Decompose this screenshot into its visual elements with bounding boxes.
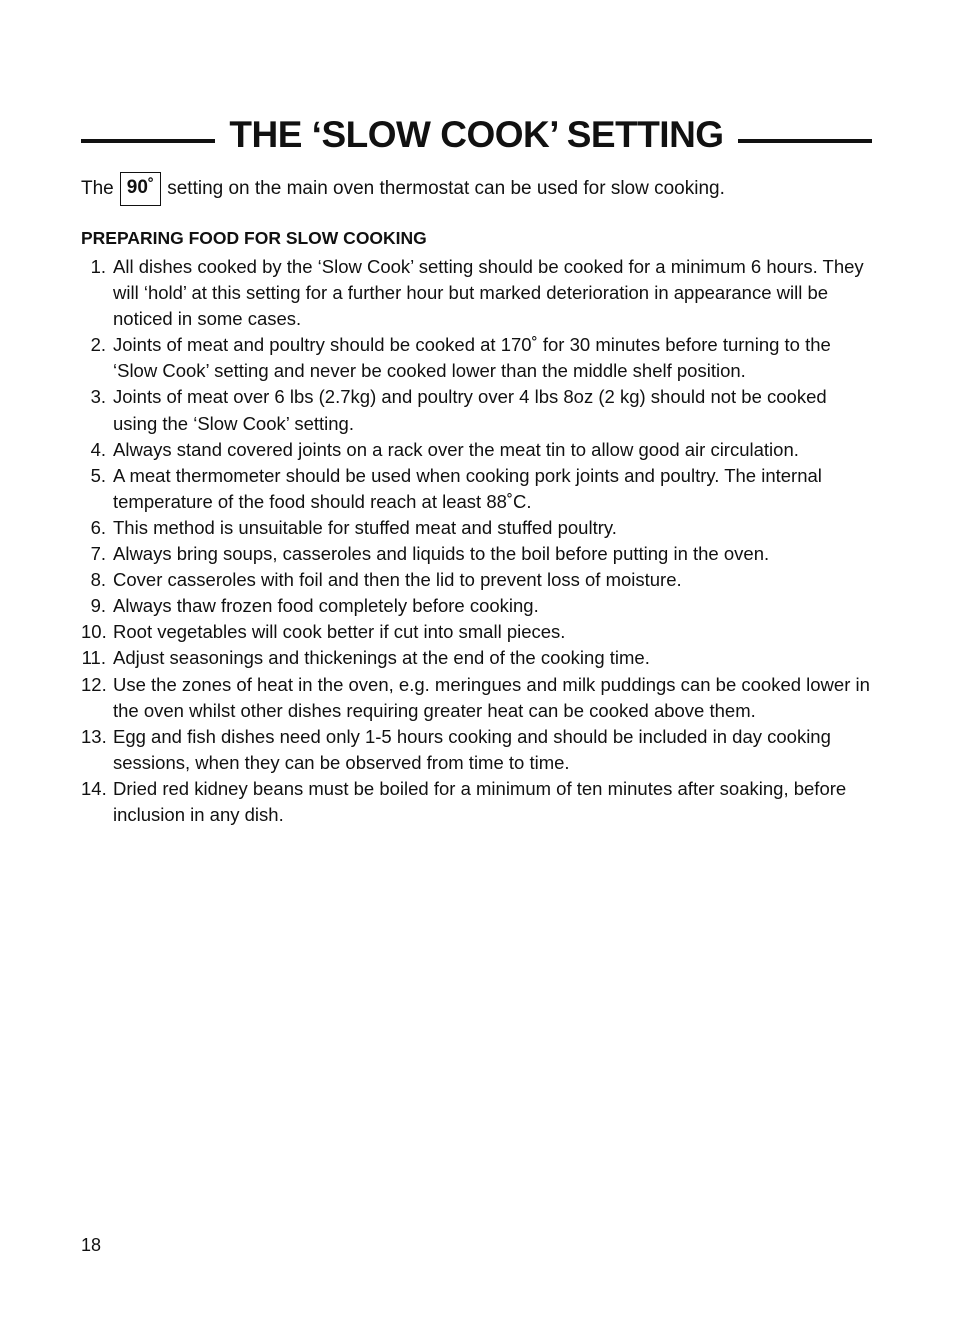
list-item — [81, 567, 871, 593]
step-text: This method is unsuitable for stuffed meat and stuffed poultry. — [113, 516, 617, 538]
step-text: All dishes cooked by the ‘Slow Cook’ setting should be cooked for a minimum 6 hours. They will ‘hold’ at this setting for a further hour but marked deterioration in appearance will be noticed in some cases. — [113, 256, 864, 330]
step-number: 6. — [90, 516, 106, 538]
step-number: 4. — [90, 438, 106, 460]
list-item — [81, 515, 871, 541]
step-text: Joints of meat over 6 lbs (2.7kg) and poultry over 4 lbs 8oz (2 kg) should not be cooked using the ‘Slow Cook’ setting. — [113, 386, 827, 434]
step-text: Root vegetables will cook better if cut into small pieces. — [113, 621, 566, 643]
list-item — [81, 619, 871, 645]
list-item — [81, 332, 871, 384]
step-number: 9. — [90, 595, 106, 617]
step-text: Always stand covered joints on a rack over the meat tin to allow good air circulation. — [113, 438, 799, 460]
page-number: 18 — [81, 1235, 102, 1255]
step-number: 7. — [90, 543, 106, 565]
list-item — [81, 463, 871, 515]
step-text: Adjust seasonings and thickenings at the end of the cooking time. — [113, 647, 650, 669]
list-item — [81, 776, 871, 828]
title-rule-left — [81, 139, 215, 143]
title-rule-right — [738, 139, 872, 143]
step-number: 3. — [90, 386, 106, 408]
step-number: 12. — [81, 673, 107, 695]
list-item — [81, 645, 871, 671]
list-item — [81, 384, 871, 436]
step-number: 14. — [81, 777, 107, 799]
intro-before: The — [81, 178, 114, 200]
step-text: Dried red kidney beans must be boiled for a minimum of ten minutes after soaking, before inclusion in any dish. — [113, 777, 847, 825]
step-text: A meat thermometer should be used when cooking pork joints and poultry. The internal temperature of the food should reach at least 88˚C. — [113, 464, 822, 512]
step-text: Cover casseroles with foil and then the lid to prevent loss of moisture. — [113, 569, 682, 591]
list-item — [81, 541, 871, 567]
step-text: Always bring soups, casseroles and liquids to the boil before putting in the oven. — [113, 543, 770, 565]
steps-list — [81, 254, 871, 828]
step-text: Egg and fish dishes need only 1-5 hours cooking and should be included in day cooking sessions, when they can be observed from time to time. — [113, 725, 831, 773]
step-text: Use the zones of heat in the oven, e.g. meringues and milk puddings can be cooked lower in the oven whilst other dishes requiring greater heat can be cooked above them. — [113, 673, 870, 721]
list-item — [81, 254, 871, 332]
list-item — [81, 437, 871, 463]
step-number: 1. — [90, 256, 106, 277]
step-text: Always thaw frozen food completely before cooking. — [113, 595, 539, 617]
step-number: 8. — [90, 569, 106, 591]
title-row — [81, 110, 872, 160]
list-item — [81, 724, 871, 776]
step-number: 13. — [81, 725, 107, 747]
page-title: THE ‘SLOW COOK’ SETTING — [229, 114, 724, 155]
step-number: 11. — [81, 647, 106, 669]
list-item — [81, 593, 871, 619]
section-heading: PREPARING FOOD FOR SLOW COOKING — [81, 228, 427, 248]
list-item — [81, 672, 871, 724]
step-number: 2. — [90, 334, 106, 356]
step-text: Joints of meat and poultry should be cooked at 170˚ for 30 minutes before turning to the ‘Slow Cook’ setting and never be cooked lower than the middle shelf position. — [113, 334, 831, 382]
setting-box: 90˚ — [120, 172, 161, 206]
intro-after: setting on the main oven thermostat can be used for slow cooking. — [167, 178, 725, 200]
intro-paragraph — [81, 172, 725, 206]
step-number: 10. — [81, 621, 107, 643]
step-number: 5. — [90, 464, 106, 486]
